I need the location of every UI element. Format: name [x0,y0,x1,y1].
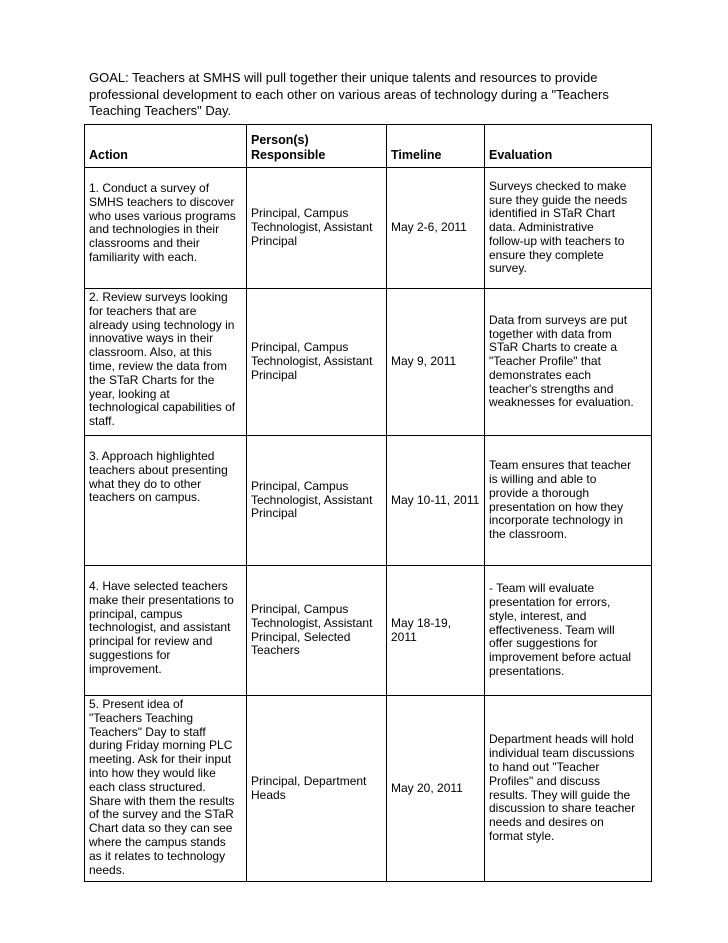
timeline-cell: May 10-11, 2011 [387,436,485,566]
table-row [85,566,652,696]
timeline-cell: May 9, 2011 [387,289,485,436]
evaluation-cell: Team ensures that teacher is willing and able to provide a thorough presentation on how they incorporate technology in the classroom. [485,436,652,566]
evaluation-cell: Data from surveys are put together with data from STaR Charts to create a "Teacher Profile" that demonstrates each teacher's strengths and weaknesses for evaluation. [485,289,652,436]
goal-statement: GOAL: Teachers at SMHS will pull together their unique talents and resources to provide professional development to each other on various areas of technology during a "Teachers Teaching Teachers" Day. [89,70,609,118]
evaluation-cell: Surveys checked to make sure they guide the needs identified in STaR Chart data. Administrative follow-up with teachers to ensure they complete survey. [485,168,652,289]
evaluation-cell: Department heads will hold individual team discussions to hand out "Teacher Profiles" and discuss results. They will guide the discussion to share teacher needs and desires on format style. [485,696,652,882]
action-cell: 3. Approach highlighted teachers about presenting what they do to other teachers on campus. [85,436,247,566]
person-cell: Principal, Campus Technologist, Assistant Principal, Selected Teachers [247,566,387,696]
action-cell: 1. Conduct a survey of SMHS teachers to discover who uses various programs and technologies in their classrooms and their familiarity with each. [85,168,247,289]
header-person-responsible: Person(s) Responsible [247,125,387,168]
table-row [85,696,652,882]
action-cell: 5. Present idea of "Teachers Teaching Teachers" Day to staff during Friday morning PLC meeting. Ask for their input into how they would like each class structured. Share with them the results of the survey and the STaR Chart data so they can see where the campus stands as it relates to technology needs. [85,696,247,882]
header-evaluation: Evaluation [485,125,652,168]
table-row [85,289,652,436]
header-timeline: Timeline [387,125,485,168]
timeline-cell: May 2-6, 2011 [387,168,485,289]
timeline-cell: May 18-19, 2011 [387,566,485,696]
person-cell: Principal, Department Heads [247,696,387,882]
person-cell: Principal, Campus Technologist, Assistant Principal [247,289,387,436]
evaluation-cell: - Team will evaluate presentation for errors, style, interest, and effectiveness. Team will offer suggestions for improvement before actual presentations. [485,566,652,696]
person-cell: Principal, Campus Technologist, Assistant Principal [247,168,387,289]
timeline-cell: May 20, 2011 [387,696,485,882]
table-row [85,168,652,289]
table-row [85,436,652,566]
person-cell: Principal, Campus Technologist, Assistant Principal [247,436,387,566]
header-action: Action [85,125,247,168]
action-plan-table [84,124,652,882]
action-cell: 4. Have selected teachers make their presentations to principal, campus technologist, and assistant principal for review and suggestions for improvement. [85,566,247,696]
action-cell: 2. Review surveys looking for teachers that are already using technology in innovative ways in their classroom. Also, at this time, review the data from the STaR Charts for the year, looking at technological capabilities of staff. [85,289,247,436]
table-header-row [85,125,652,168]
